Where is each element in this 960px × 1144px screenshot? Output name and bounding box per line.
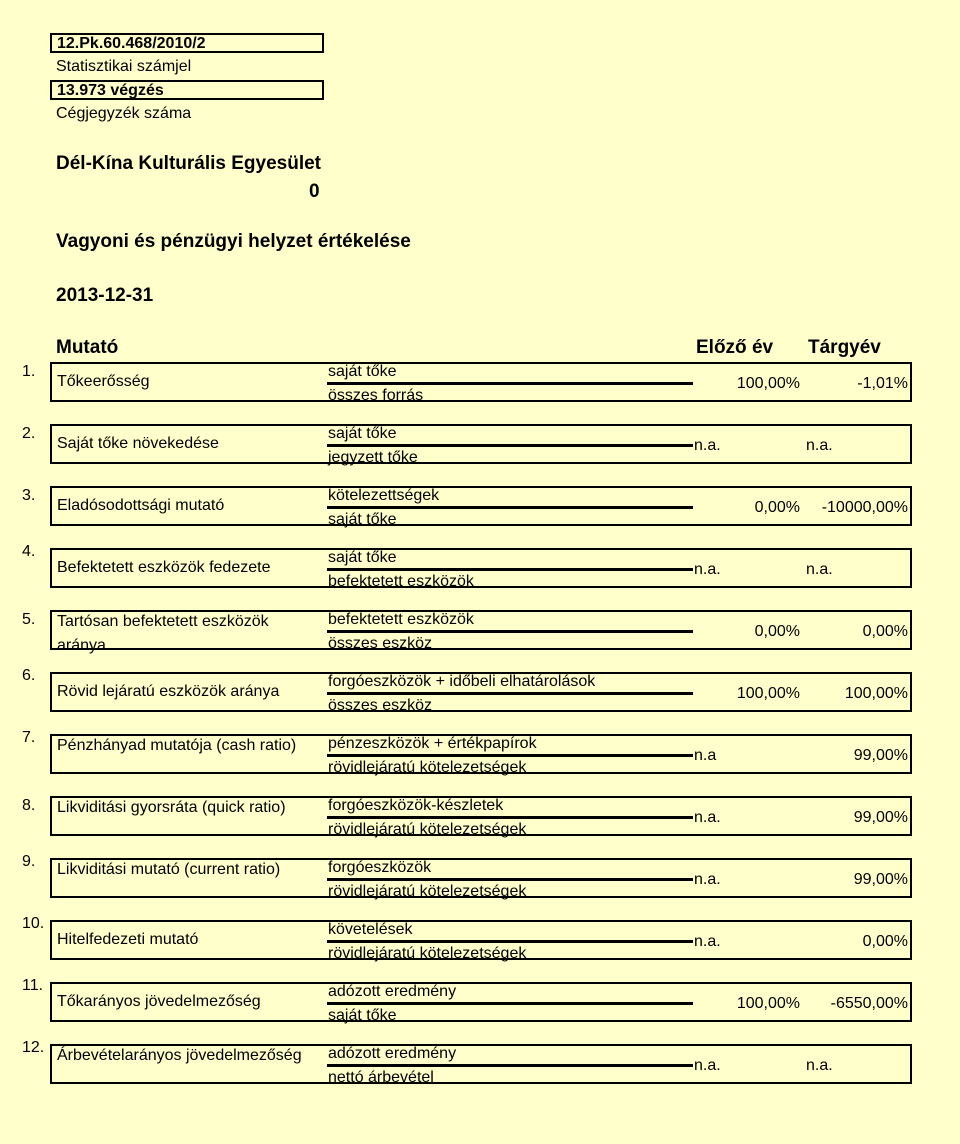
org-name: Dél-Kína Kulturális Egyesület	[56, 153, 322, 174]
formula-denominator: nettó árbevétel	[328, 1069, 434, 1086]
value-current-year: 0,00%	[862, 933, 908, 950]
formula-numerator: forgóeszközök-készletek	[328, 797, 504, 814]
value-prev-year: 0,00%	[754, 623, 800, 640]
stat-label: Statisztikai számjel	[56, 58, 192, 75]
formula-denominator: rövidlejáratú kötelezetségek	[328, 821, 527, 838]
value-prev-year: 100,00%	[736, 375, 800, 392]
fraction-line	[327, 878, 693, 881]
formula-denominator: rövidlejáratú kötelezetségek	[328, 883, 527, 900]
indicator-label: Tőkarányos jövedelmezőség	[57, 993, 261, 1010]
indicator-label: Tőkeerősség	[57, 373, 150, 390]
value-current-year: 0,00%	[862, 623, 908, 640]
formula-denominator: összes eszköz	[328, 635, 433, 652]
reg-label: Cégjegyzék száma	[56, 105, 192, 122]
value-prev-year: n.a.	[694, 437, 721, 454]
formula-numerator: forgóeszközök	[328, 859, 432, 876]
value-current-year: 99,00%	[853, 747, 908, 764]
formula-numerator: saját tőke	[328, 363, 397, 380]
formula-numerator: saját tőke	[328, 549, 397, 566]
formula-numerator: befektetett eszközök	[328, 611, 474, 628]
value-prev-year: n.a.	[694, 809, 721, 826]
report-date: 2013-12-31	[56, 285, 154, 306]
value-prev-year: n.a	[694, 747, 717, 764]
formula-denominator: összes forrás	[328, 387, 424, 404]
formula-numerator: adózott eredmény	[328, 983, 457, 1000]
stat-number-box	[50, 33, 324, 53]
row-number: 3.	[22, 487, 36, 504]
row-number: 9.	[22, 853, 36, 870]
col-current-year: Tárgyév	[808, 337, 881, 358]
indicator-label: Hitelfedezeti mutató	[57, 931, 199, 948]
fraction-line	[327, 568, 693, 571]
value-prev-year: n.a.	[694, 933, 721, 950]
page-title: Vagyoni és pénzügyi helyzet értékelése	[56, 231, 411, 252]
formula-denominator: rövidlejáratú kötelezetségek	[328, 945, 527, 962]
value-prev-year: n.a.	[694, 561, 721, 578]
formula-denominator: befektetett eszközök	[328, 573, 474, 590]
fraction-line	[327, 754, 693, 757]
fraction-line	[327, 1002, 693, 1005]
fraction-line	[327, 630, 693, 633]
fraction-line	[327, 692, 693, 695]
value-prev-year: 100,00%	[736, 995, 800, 1012]
row-number: 7.	[22, 729, 36, 746]
formula-denominator: saját tőke	[328, 1007, 397, 1024]
row-number: 2.	[22, 425, 36, 442]
col-prev-year: Előző év	[696, 337, 774, 358]
row-number: 8.	[22, 797, 36, 814]
indicator-label: Saját tőke növekedése	[57, 435, 219, 452]
value-prev-year: 100,00%	[736, 685, 800, 702]
row-number: 10.	[22, 915, 45, 932]
stat-number: 12.Pk.60.468/2010/2	[57, 35, 206, 52]
value-prev-year: n.a.	[694, 1057, 721, 1074]
org-extra: 0	[309, 181, 320, 202]
formula-numerator: adózott eredmény	[328, 1045, 457, 1062]
value-current-year: n.a.	[806, 1057, 833, 1074]
formula-denominator: jegyzett tőke	[328, 449, 418, 466]
formula-numerator: pénzeszközök + értékpapírok	[328, 735, 537, 752]
formula-numerator: kötelezettségek	[328, 487, 440, 504]
value-current-year: 99,00%	[853, 871, 908, 888]
row-number: 5.	[22, 611, 36, 628]
value-prev-year: 0,00%	[754, 499, 800, 516]
value-current-year: -10000,00%	[821, 499, 908, 516]
indicator-label: Pénzhányad mutatója (cash ratio)	[57, 737, 297, 754]
fraction-line	[327, 444, 693, 447]
indicator-label: Rövid lejáratú eszközök aránya	[57, 683, 280, 700]
value-current-year: 100,00%	[844, 685, 908, 702]
formula-numerator: követelések	[328, 921, 413, 938]
fraction-line	[327, 382, 693, 385]
row-number: 1.	[22, 363, 36, 380]
indicator-label: Likviditási mutató (current ratio)	[57, 861, 281, 878]
value-prev-year: n.a.	[694, 871, 721, 888]
indicator-label: Likviditási gyorsráta (quick ratio)	[57, 799, 286, 816]
row-number: 4.	[22, 543, 36, 560]
indicator-label: Befektetett eszközök fedezete	[57, 559, 271, 576]
value-current-year: -1,01%	[857, 375, 908, 392]
formula-numerator: forgóeszközök + időbeli elhatárolások	[328, 673, 596, 690]
col-indicator: Mutató	[56, 337, 119, 358]
row-number: 12.	[22, 1039, 45, 1056]
indicator-label: Tartósan befektetett eszközök aránya	[57, 613, 269, 654]
reg-number-box	[50, 80, 324, 100]
value-current-year: 99,00%	[853, 809, 908, 826]
fraction-line	[327, 816, 693, 819]
value-current-year: n.a.	[806, 561, 833, 578]
indicator-label: Árbevételarányos jövedelmezőség	[57, 1047, 302, 1064]
indicator-label: Eladósodottsági mutató	[57, 497, 225, 514]
formula-denominator: összes eszköz	[328, 697, 433, 714]
row-number: 6.	[22, 667, 36, 684]
row-number: 11.	[22, 977, 44, 994]
fraction-line	[327, 1064, 693, 1067]
fraction-line	[327, 940, 693, 943]
formula-denominator: rövidlejáratú kötelezetségek	[328, 759, 527, 776]
fraction-line	[327, 506, 693, 509]
reg-number: 13.973 végzés	[57, 82, 164, 99]
value-current-year: -6550,00%	[830, 995, 908, 1012]
formula-numerator: saját tőke	[328, 425, 397, 442]
value-current-year: n.a.	[806, 437, 833, 454]
formula-denominator: saját tőke	[328, 511, 397, 528]
